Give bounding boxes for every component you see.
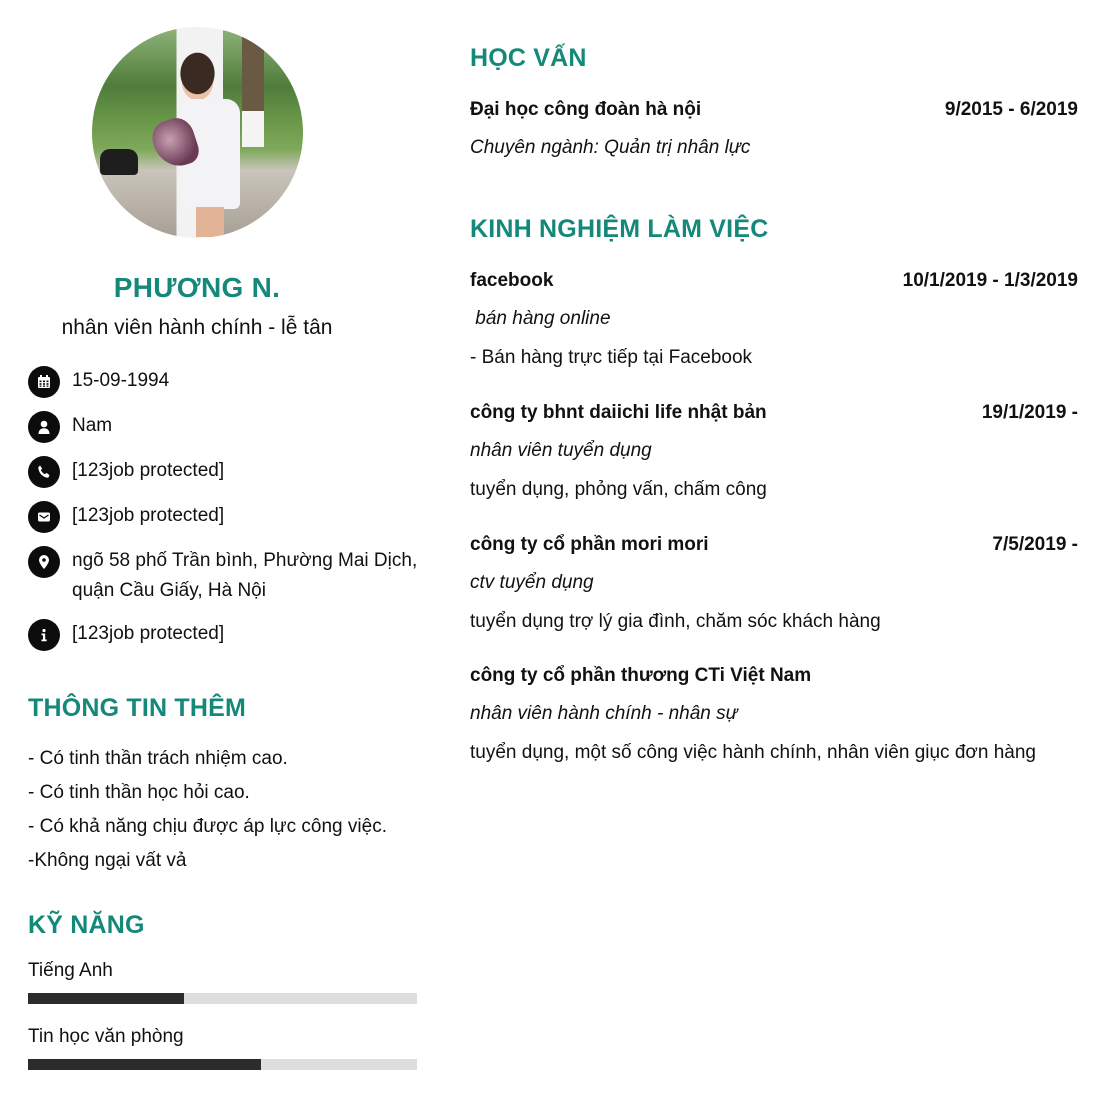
birthdate-value: 15-09-1994: [72, 370, 170, 391]
experience-entry-head: [470, 402, 1078, 424]
extra-info-list: [28, 742, 387, 878]
skill-label: Tiếng Anh: [28, 960, 113, 981]
phone-icon: [28, 456, 60, 488]
contact-phone: [28, 456, 428, 488]
skill-office: [28, 1026, 417, 1070]
extra-info-heading: THÔNG TIN THÊM: [28, 694, 247, 722]
contact-address: [28, 546, 428, 606]
info-value: [123job protected]: [72, 623, 225, 644]
skill-bar-fill: [28, 1059, 261, 1070]
email-value[interactable]: [123job protected]: [72, 505, 225, 526]
experience-description: tuyển dụng, phỏng vấn, chấm công: [470, 479, 767, 500]
company-name: facebook: [470, 270, 554, 291]
experience-description: tuyển dụng, một số công việc hành chính, nhân viên giục đơn hàng: [470, 742, 1036, 763]
company-name: công ty cổ phần mori mori: [470, 534, 709, 555]
extra-info-item: -Không ngại vất vả: [28, 850, 187, 871]
contact-gender: [28, 411, 428, 443]
extra-info-item: - Có tinh thần học hỏi cao.: [28, 782, 250, 803]
skill-english: [28, 960, 417, 1004]
photo-legs: [196, 207, 224, 237]
candidate-name: PHƯƠNG N.: [113, 272, 281, 303]
calendar-icon: [28, 366, 60, 398]
extra-info-item: - Có tinh thần trách nhiệm cao.: [28, 748, 288, 769]
email-icon: [28, 501, 60, 533]
experience-description: - Bán hàng trực tiếp tại Facebook: [470, 347, 753, 368]
experience-position: bán hàng online: [470, 308, 611, 329]
experience-entry-head: [470, 270, 1078, 292]
experience-position: nhân viên hành chính - nhân sự: [470, 703, 738, 724]
experience-period: 7/5/2019 -: [992, 534, 1078, 555]
education-period: 9/2015 - 6/2019: [944, 99, 1078, 120]
skill-bar-track: [28, 993, 417, 1004]
contact-list: [28, 366, 428, 664]
company-name: công ty cổ phần thương CTi Việt Nam: [470, 665, 812, 686]
skill-bar-fill: [28, 993, 184, 1004]
experience-period: 19/1/2019 -: [981, 402, 1078, 423]
experience-heading: KINH NGHIỆM LÀM VIỆC: [470, 215, 769, 243]
experience-position: ctv tuyển dụng: [470, 572, 594, 593]
skill-bar-track: [28, 1059, 417, 1070]
contact-email: [28, 501, 428, 533]
education-entry-head: [470, 99, 1078, 121]
experience-position: nhân viên tuyển dụng: [470, 440, 652, 461]
company-name: công ty bhnt daiichi life nhật bản: [470, 402, 767, 423]
contact-info: [28, 619, 428, 651]
skills-heading: KỸ NĂNG: [28, 911, 145, 939]
avatar: [92, 27, 303, 238]
candidate-job-title: nhân viên hành chính - lễ tân: [61, 316, 333, 339]
experience-description: tuyển dụng trợ lý gia đình, chăm sóc khách hàng: [470, 611, 881, 632]
skill-label: Tin học văn phòng: [28, 1026, 184, 1047]
experience-entry-head: [470, 534, 1078, 556]
user-icon: [28, 411, 60, 443]
experience-entry-head: [470, 665, 1078, 687]
gender-value: Nam: [72, 415, 113, 436]
education-major: Chuyên ngành: Quản trị nhân lực: [470, 137, 751, 158]
experience-period: 10/1/2019 - 1/3/2019: [902, 270, 1078, 291]
address-value: ngõ 58 phố Trần bình, Phường Mai Dịch, quận Cầu Giấy, Hà Nội: [72, 550, 418, 601]
extra-info-item: - Có khả năng chịu được áp lực công việc.: [28, 816, 387, 837]
info-icon: [28, 619, 60, 651]
photo-bag: [100, 149, 138, 175]
phone-value[interactable]: [123job protected]: [72, 460, 225, 481]
school-name: Đại học công đoàn hà nội: [470, 99, 702, 120]
contact-birthdate: [28, 366, 428, 398]
education-heading: HỌC VẤN: [470, 44, 587, 72]
photo-tree: [242, 27, 264, 147]
location-icon: [28, 546, 60, 578]
